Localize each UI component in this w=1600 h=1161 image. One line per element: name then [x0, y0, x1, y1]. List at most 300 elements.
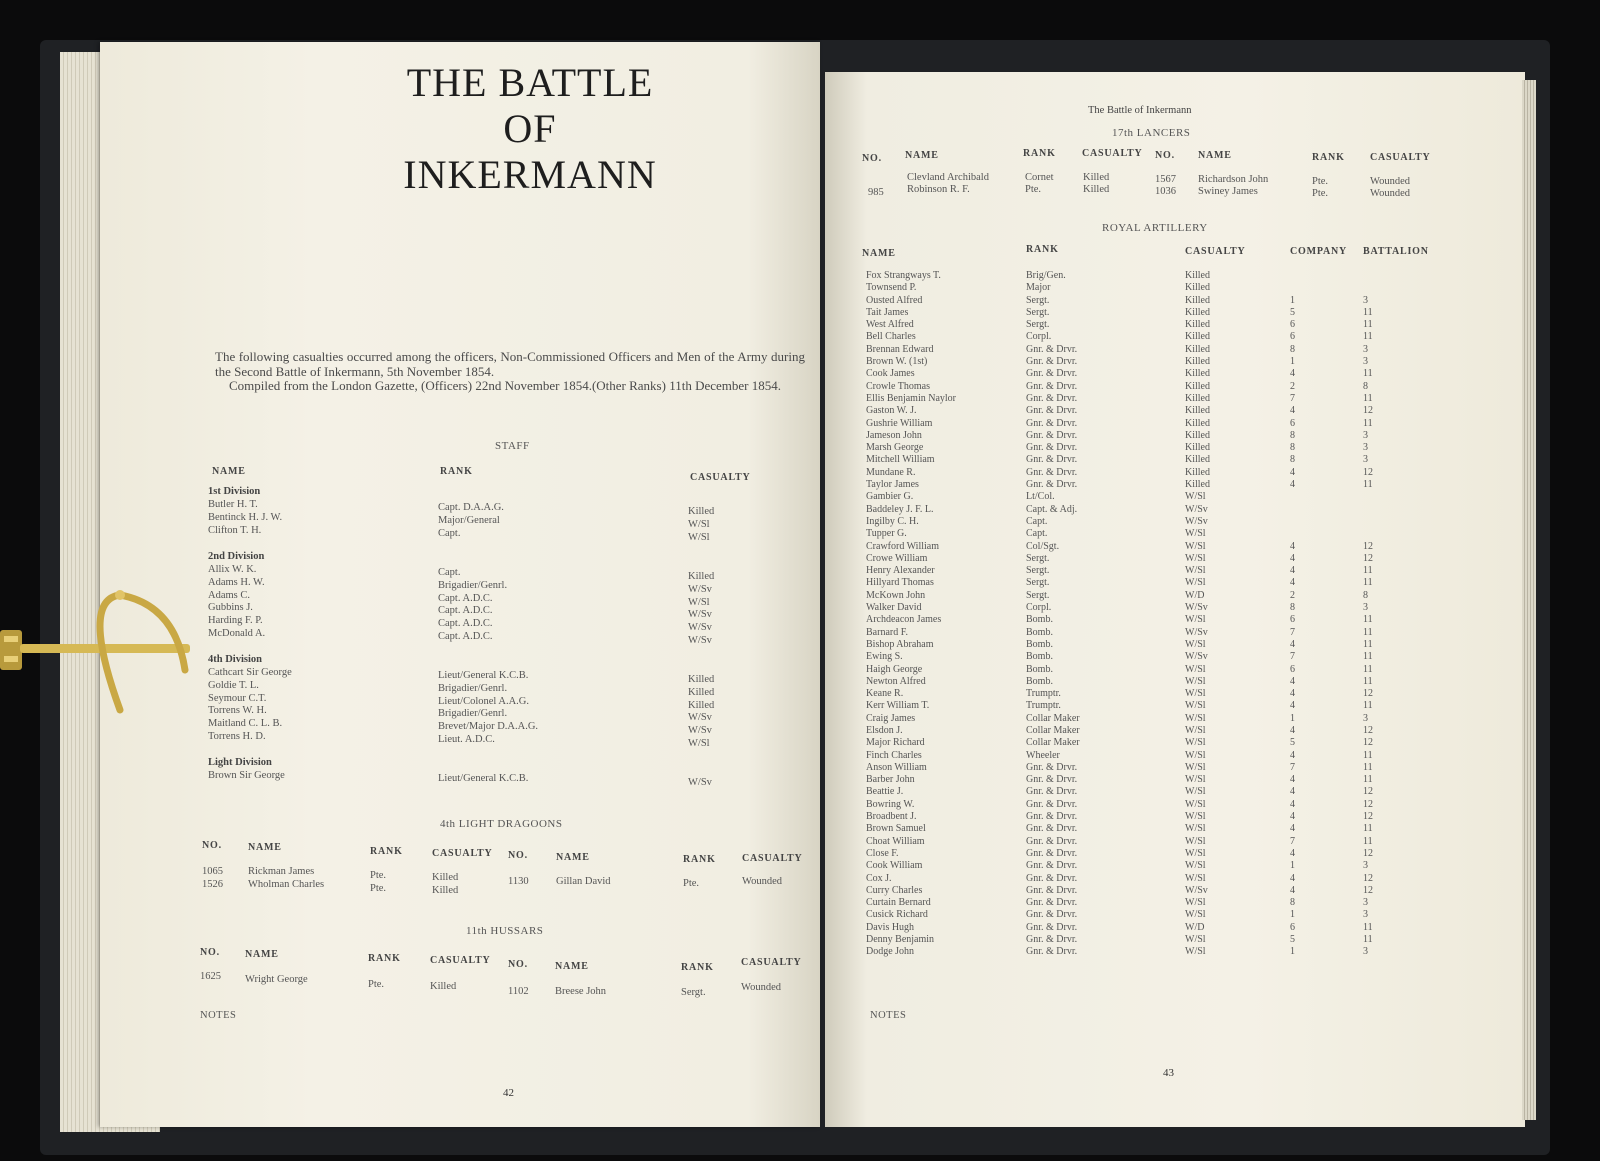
artillery-company: 7	[1290, 835, 1295, 847]
artillery-rank: Sergt.	[1026, 589, 1050, 601]
dragoons-no-2: 1526	[202, 879, 223, 890]
artillery-battalion	[1363, 504, 1373, 516]
artillery-rank: Capt. & Adj.	[1026, 503, 1078, 515]
artillery-casualty: W/Sl	[1185, 847, 1206, 859]
title-line-2: OF	[503, 106, 557, 151]
artillery-battalion: 11	[1363, 565, 1373, 577]
artillery-name: Crawford William	[866, 540, 940, 552]
artillery-casualty: W/Sv	[1185, 626, 1208, 638]
staff-rank: Brigadier/Genrl.	[438, 682, 508, 694]
artillery-company: 6	[1290, 614, 1295, 626]
artillery-casualty: W/Sv	[1185, 884, 1208, 896]
artillery-casualty: Killed	[1185, 294, 1210, 306]
dragoons-col-2: RANK	[370, 846, 403, 857]
artillery-casualty: Killed	[1185, 429, 1210, 441]
artillery-ranks-column	[1026, 270, 1080, 959]
artillery-battalion: 11	[1363, 749, 1373, 761]
staff-casualty: Killed	[688, 571, 715, 582]
artillery-name: Anson William	[866, 761, 927, 773]
artillery-name: Haigh George	[866, 663, 923, 675]
dragoons-rank-1: Pte.	[370, 870, 387, 881]
staff-casualty: W/Sv	[688, 635, 712, 646]
dragoons-no-3: 1130	[508, 876, 529, 887]
artillery-company	[1290, 491, 1295, 503]
artillery-company: 5	[1290, 737, 1295, 749]
artillery-company: 4	[1290, 798, 1295, 810]
artillery-battalion: 11	[1363, 651, 1373, 663]
title-line-3: INKERMANN	[403, 152, 657, 197]
lancers-rank-2: Pte.	[1025, 184, 1042, 195]
artillery-casualty: Killed	[1185, 343, 1210, 355]
artillery-battalion	[1363, 270, 1373, 282]
staff-casualty: W/Sl	[688, 531, 710, 543]
artillery-casualty: W/Sv	[1185, 651, 1208, 663]
artillery-casualty: W/Sl	[1185, 491, 1206, 503]
staff-casualty: W/Sl	[688, 738, 710, 749]
artillery-battalion: 12	[1363, 811, 1373, 823]
artillery-casualty: Killed	[1185, 392, 1210, 404]
artillery-casualty: W/Sl	[1185, 835, 1206, 847]
staff-casualty: W/Sv	[688, 777, 712, 788]
artillery-casualty: Killed	[1185, 417, 1210, 429]
artillery-battalion: 3	[1363, 946, 1368, 958]
artillery-company: 6	[1290, 417, 1295, 429]
artillery-battalion: 3	[1363, 343, 1368, 355]
artillery-rank: Bomb.	[1026, 626, 1053, 638]
staff-name: Butler H. T.	[208, 499, 258, 510]
staff-rank: Capt. A.D.C.	[438, 618, 493, 630]
dragoons-no-1: 1065	[202, 866, 223, 877]
artillery-name: Cook James	[866, 368, 915, 380]
staff-rank: Capt.	[438, 567, 461, 578]
staff-rank: Lieut/General K.C.B.	[438, 773, 529, 784]
artillery-rank: Sergt.	[1026, 552, 1050, 564]
artillery-battalion: 8	[1363, 589, 1368, 601]
artillery-name: Barnard F.	[866, 626, 908, 638]
artillery-rank: Corpl.	[1026, 331, 1052, 343]
artillery-company: 5	[1290, 934, 1295, 946]
artillery-battalion: 3	[1363, 429, 1368, 441]
artillery-rank: Sergt.	[1026, 306, 1050, 318]
artillery-name: Gambier G.	[866, 491, 914, 503]
artillery-name: Mitchell William	[866, 454, 935, 466]
artillery-casualty: W/Sv	[1185, 503, 1208, 515]
artillery-name: Craig James	[866, 712, 916, 724]
intro-text: The following casualties occurred among the officers, Non-Commissioned Officers and Men of the Army during the Second Battle of Inkermann, 5th November 1854.	[215, 349, 805, 379]
artillery-company: 4	[1290, 724, 1295, 736]
artillery-casualty: Killed	[1185, 405, 1210, 417]
artillery-casualty: W/Sl	[1185, 909, 1206, 921]
artillery-battalion: 11	[1363, 823, 1373, 835]
artillery-name: Hillyard Thomas	[866, 577, 934, 589]
artillery-casualty: W/Sl	[1185, 614, 1206, 626]
artillery-battalion: 3	[1363, 602, 1368, 614]
artillery-name: Close F.	[866, 847, 899, 859]
division-label: Light Division	[208, 757, 272, 768]
artillery-casualty-column	[1185, 270, 1210, 959]
artillery-rank: Bomb.	[1026, 651, 1053, 663]
dragoons-col-7: CASUALTY	[742, 853, 803, 864]
staff-name: Brown Sir George	[208, 770, 285, 781]
artillery-rank: Gnr. & Drvr.	[1026, 479, 1078, 491]
dragoons-casualty-2: Killed	[432, 885, 459, 896]
artillery-rank: Trumptr.	[1026, 700, 1061, 712]
staff-rank: Capt. A.D.C.	[438, 631, 493, 642]
staff-col-name: NAME	[212, 466, 246, 477]
lancers-no-4: 1036	[1155, 186, 1176, 197]
artillery-name: Henry Alexander	[866, 565, 935, 577]
artillery-rank: Bomb.	[1026, 675, 1053, 687]
artillery-name: Mundane R.	[866, 466, 916, 478]
staff-rank: Lieut. A.D.C.	[438, 734, 495, 745]
artillery-name: Broadbent J.	[866, 811, 917, 823]
artillery-name: Archdeacon James	[866, 614, 942, 626]
artillery-casualty: W/Sl	[1185, 811, 1206, 823]
hussars-casualty-1: Killed	[430, 981, 457, 992]
artillery-col-1: RANK	[1026, 244, 1059, 255]
artillery-name: Marsh George	[866, 442, 924, 454]
lancers-name-4: Swiney James	[1198, 186, 1258, 197]
staff-casualty: W/Sv	[688, 583, 712, 595]
artillery-battalion: 12	[1363, 552, 1373, 564]
artillery-rank: Gnr. & Drvr.	[1026, 811, 1078, 823]
artillery-battalion: 12	[1363, 884, 1373, 896]
artillery-name: Fox Strangways T.	[866, 270, 941, 281]
artillery-rank: Gnr. & Drvr.	[1026, 368, 1078, 380]
artillery-casualty: W/Sl	[1185, 749, 1206, 761]
artillery-name: Ousted Alfred	[866, 294, 923, 306]
staff-name: Maitland C. L. B.	[208, 718, 283, 730]
artillery-rank: Gnr. & Drvr.	[1026, 429, 1078, 441]
artillery-name: Taylor James	[866, 479, 919, 491]
artillery-battalion: 11	[1363, 368, 1373, 380]
artillery-name: Barber John	[866, 774, 915, 786]
artillery-company: 4	[1290, 786, 1295, 798]
artillery-battalion: 11	[1363, 774, 1373, 786]
artillery-name: Brown W. (1st)	[866, 356, 928, 368]
artillery-rank: Gnr. & Drvr.	[1026, 798, 1078, 810]
artillery-casualty: W/Sl	[1185, 761, 1206, 773]
staff-rank: Brigadier/Genrl.	[438, 579, 508, 591]
staff-name: Adams H. W.	[208, 576, 265, 588]
dragoons-name-2: Wholman Charles	[248, 879, 325, 890]
artillery-rank: Collar Maker	[1026, 724, 1080, 736]
dragoons-name-1: Rickman James	[248, 866, 315, 877]
artillery-name: Kerr William T.	[866, 700, 930, 712]
artillery-name: Townsend P.	[866, 282, 917, 294]
artillery-company: 1	[1290, 712, 1295, 724]
hussars-col-4: NO.	[508, 959, 528, 970]
artillery-casualty: W/D	[1185, 921, 1205, 933]
right-page-number: 43	[1163, 1067, 1174, 1079]
hussars-col-1: NAME	[245, 949, 279, 960]
division-label: 1st Division	[208, 486, 261, 497]
artillery-battalion: 12	[1363, 872, 1373, 884]
artillery-battalion: 3	[1363, 909, 1368, 921]
artillery-rank: Gnr. & Drvr.	[1026, 405, 1078, 417]
artillery-rank: Sergt.	[1026, 294, 1050, 306]
dragoons-col-6: RANK	[683, 854, 716, 865]
artillery-company: 4	[1290, 688, 1295, 700]
lancers-col-6: RANK	[1312, 152, 1345, 163]
staff-name: Clifton T. H.	[208, 524, 262, 536]
hussars-col-0: NO.	[200, 947, 220, 958]
left-notes: NOTES	[200, 1010, 237, 1021]
intro-text-2: Compiled from the London Gazette, (Officers) 22nd November 1854.(Other Ranks) 11th December 1854.	[229, 378, 781, 393]
artillery-casualty: W/Sl	[1185, 540, 1206, 552]
artillery-name: Jameson John	[866, 429, 922, 441]
artillery-company: 6	[1290, 921, 1295, 933]
artillery-battalion	[1363, 528, 1373, 540]
artillery-casualty: W/Sl	[1185, 688, 1206, 700]
lancers-col-1: NAME	[905, 150, 939, 161]
hussars-no-1: 1625	[200, 971, 221, 982]
artillery-rank: Gnr. & Drvr.	[1026, 761, 1078, 773]
artillery-rank: Lt/Col.	[1026, 491, 1055, 503]
staff-name: Allix W. K.	[208, 564, 257, 575]
hussars-rank-2: Sergt.	[681, 987, 706, 998]
artillery-company: 6	[1290, 663, 1295, 675]
lancers-name-2: Robinson R. F.	[907, 184, 970, 195]
artillery-name: Gushrie William	[866, 417, 933, 429]
artillery-rank: Capt.	[1026, 528, 1048, 540]
artillery-battalion	[1363, 282, 1373, 294]
lancers-rank-3: Pte.	[1312, 176, 1329, 187]
artillery-casualty: W/Sl	[1185, 860, 1206, 872]
artillery-casualty: Killed	[1185, 306, 1210, 318]
artillery-rank: Sergt.	[1026, 319, 1050, 331]
artillery-battalion: 11	[1363, 577, 1373, 589]
dragoons-casualty-3: Wounded	[742, 876, 782, 887]
artillery-rank: Capt.	[1026, 515, 1048, 527]
artillery-battalion: 11	[1363, 835, 1373, 847]
artillery-rank: Gnr. & Drvr.	[1026, 417, 1078, 429]
artillery-casualty: Killed	[1185, 380, 1210, 392]
lancers-no-2: 985	[868, 187, 884, 198]
artillery-battalion: 11	[1363, 417, 1373, 429]
dragoons-name-3: Gillan David	[556, 876, 611, 887]
artillery-casualty: W/D	[1185, 589, 1205, 601]
artillery-col-3: COMPANY	[1290, 246, 1348, 257]
artillery-name: Ingilby C. H.	[866, 515, 919, 527]
artillery-battalion: 12	[1363, 786, 1373, 798]
hussars-rank-1: Pte.	[368, 979, 385, 990]
artillery-company: 4	[1290, 479, 1295, 491]
staff-col-casualty: CASUALTY	[690, 472, 751, 483]
artillery-battalion	[1363, 516, 1373, 528]
artillery-name: Crowle Thomas	[866, 380, 930, 392]
artillery-company: 4	[1290, 466, 1295, 478]
artillery-battalion: 3	[1363, 897, 1368, 909]
artillery-name: Brown Samuel	[866, 823, 926, 835]
dragoons-col-1: NAME	[248, 842, 282, 853]
artillery-company: 1	[1290, 946, 1295, 958]
artillery-names-column	[866, 270, 956, 959]
lancers-col-4: NO.	[1155, 150, 1175, 161]
artillery-rank: Bomb.	[1026, 638, 1053, 650]
artillery-casualty: W/Sl	[1185, 774, 1206, 786]
artillery-company: 8	[1290, 897, 1295, 909]
artillery-rank: Gnr. & Drvr.	[1026, 356, 1078, 368]
artillery-casualty: W/Sl	[1185, 700, 1206, 712]
staff-casualty: W/Sl	[688, 518, 710, 530]
artillery-casualty: Killed	[1185, 331, 1210, 343]
artillery-casualty: W/Sl	[1185, 823, 1206, 835]
artillery-battalion: 12	[1363, 466, 1373, 478]
artillery-company	[1290, 282, 1295, 294]
artillery-rank: Collar Maker	[1026, 737, 1080, 749]
artillery-casualty: Killed	[1185, 270, 1210, 281]
artillery-battalion: 12	[1363, 405, 1373, 417]
artillery-name: Cusick Richard	[866, 909, 928, 921]
artillery-name: Keane R.	[866, 688, 904, 700]
artillery-rank: Gnr. & Drvr.	[1026, 897, 1078, 909]
staff-casualty: Killed	[688, 686, 715, 698]
artillery-company: 8	[1290, 343, 1295, 355]
artillery-rank: Major	[1026, 282, 1051, 294]
artillery-battalion: 11	[1363, 331, 1373, 343]
artillery-battalion: 3	[1363, 356, 1368, 368]
staff-name: Torrens W. H.	[208, 705, 267, 717]
staff-casualty: Killed	[688, 699, 715, 711]
artillery-rank: Gnr. & Drvr.	[1026, 946, 1078, 958]
artillery-company: 7	[1290, 626, 1295, 638]
artillery-name: West Alfred	[866, 319, 914, 331]
staff-name: Goldie T. L.	[208, 679, 259, 691]
hussars-col-2: RANK	[368, 953, 401, 964]
lancers-casualty-2: Killed	[1083, 184, 1110, 195]
artillery-battalion: 11	[1363, 700, 1373, 712]
artillery-rank: Gnr. & Drvr.	[1026, 786, 1078, 798]
artillery-casualty: Killed	[1185, 479, 1210, 491]
artillery-rank: Col/Sgt.	[1026, 540, 1060, 552]
artillery-company: 1	[1290, 294, 1295, 306]
artillery-battalion: 11	[1363, 761, 1373, 773]
artillery-name: Choat William	[866, 835, 925, 847]
artillery-name: Beattie J.	[866, 786, 904, 798]
artillery-heading: ROYAL ARTILLERY	[1102, 222, 1208, 234]
lancers-col-2: RANK	[1023, 148, 1056, 159]
artillery-rank: Gnr. & Drvr.	[1026, 823, 1078, 835]
staff-heading: STAFF	[495, 440, 530, 452]
artillery-rank: Gnr. & Drvr.	[1026, 343, 1078, 355]
staff-casualty: W/Sv	[688, 609, 712, 621]
artillery-company: 1	[1290, 860, 1295, 872]
artillery-battalion: 12	[1363, 540, 1373, 552]
staff-casualty: W/Sv	[688, 712, 712, 724]
artillery-company: 4	[1290, 405, 1295, 417]
artillery-name: Elsdon J.	[866, 724, 903, 736]
lancers-rank-4: Pte.	[1312, 188, 1329, 199]
artillery-company: 4	[1290, 884, 1295, 896]
lancers-casualty-4: Wounded	[1370, 188, 1410, 199]
artillery-company: 4	[1290, 540, 1295, 552]
artillery-company: 7	[1290, 761, 1295, 773]
lancers-col-0: NO.	[862, 153, 882, 164]
hussars-col-3: CASUALTY	[430, 955, 491, 966]
artillery-name: Davis Hugh	[866, 921, 915, 933]
artillery-battalion: 11	[1363, 306, 1373, 318]
artillery-battalion-column	[1363, 270, 1373, 959]
artillery-battalion: 12	[1363, 688, 1373, 700]
artillery-battalion: 11	[1363, 675, 1373, 687]
artillery-company	[1290, 504, 1295, 516]
artillery-casualty: W/Sl	[1185, 724, 1206, 736]
staff-casualty: W/Sv	[688, 725, 712, 737]
staff-rank: Capt. A.D.C.	[438, 592, 493, 604]
anchor-clasp-icon	[0, 560, 200, 720]
artillery-battalion: 3	[1363, 294, 1368, 306]
artillery-battalion: 11	[1363, 626, 1373, 638]
artillery-name: Walker David	[866, 602, 922, 614]
artillery-casualty: W/Sl	[1185, 946, 1206, 958]
staff-name: Torrens H. D.	[208, 731, 266, 742]
artillery-name: Curry Charles	[866, 884, 923, 896]
artillery-company: 4	[1290, 638, 1295, 650]
artillery-rank: Gnr. & Drvr.	[1026, 454, 1078, 466]
staff-name: Harding F. P.	[208, 615, 263, 627]
artillery-casualty: W/Sl	[1185, 737, 1206, 749]
hussars-casualty-2: Wounded	[741, 982, 781, 993]
artillery-col-2: CASUALTY	[1185, 246, 1246, 257]
artillery-battalion: 3	[1363, 712, 1368, 724]
artillery-rank: Gnr. & Drvr.	[1026, 909, 1078, 921]
artillery-company: 1	[1290, 909, 1295, 921]
artillery-rank: Gnr. & Drvr.	[1026, 442, 1078, 454]
artillery-name: Denny Benjamin	[866, 934, 935, 946]
artillery-rank: Gnr. & Drvr.	[1026, 884, 1078, 896]
artillery-battalion: 11	[1363, 319, 1373, 331]
artillery-casualty: Killed	[1185, 442, 1210, 454]
artillery-rank: Brig/Gen.	[1026, 270, 1066, 281]
artillery-company: 4	[1290, 368, 1295, 380]
hussars-no-2: 1102	[508, 986, 529, 997]
artillery-company: 4	[1290, 774, 1295, 786]
artillery-rank: Wheeler	[1026, 749, 1060, 761]
artillery-battalion: 11	[1363, 638, 1373, 650]
artillery-rank: Bomb.	[1026, 614, 1053, 626]
artillery-rank: Bomb.	[1026, 663, 1053, 675]
lancers-casualty-1: Killed	[1083, 172, 1110, 183]
artillery-battalion: 3	[1363, 442, 1368, 454]
artillery-company: 4	[1290, 847, 1295, 859]
dragoons-col-3: CASUALTY	[432, 848, 493, 859]
artillery-casualty: W/Sl	[1185, 638, 1206, 650]
lancers-rank-1: Cornet	[1025, 172, 1054, 183]
staff-casualty: W/Sv	[688, 622, 712, 634]
artillery-rank: Trumptr.	[1026, 688, 1061, 700]
staff-name: Gubbins J.	[208, 602, 253, 614]
artillery-company: 2	[1290, 380, 1295, 392]
artillery-name: Tupper G.	[866, 528, 907, 540]
hussars-col-6: RANK	[681, 962, 714, 973]
artillery-name: Brennan Edward	[866, 343, 934, 355]
staff-casualty: Killed	[688, 674, 715, 685]
artillery-company: 4	[1290, 577, 1295, 589]
lancers-col-7: CASUALTY	[1370, 152, 1431, 163]
artillery-casualty: W/Sl	[1185, 577, 1206, 589]
artillery-casualty: W/Sl	[1185, 552, 1206, 564]
artillery-name: McKown John	[866, 589, 926, 601]
artillery-battalion: 11	[1363, 479, 1373, 491]
artillery-rank: Gnr. & Drvr.	[1026, 872, 1078, 884]
staff-rank: Capt.	[438, 527, 461, 539]
artillery-rank: Gnr. & Drvr.	[1026, 466, 1078, 478]
artillery-battalion: 3	[1363, 454, 1368, 466]
artillery-casualty: W/Sl	[1185, 897, 1206, 909]
artillery-name: Tait James	[866, 306, 909, 318]
staff-name: Bentinck H. J. W.	[208, 511, 283, 523]
